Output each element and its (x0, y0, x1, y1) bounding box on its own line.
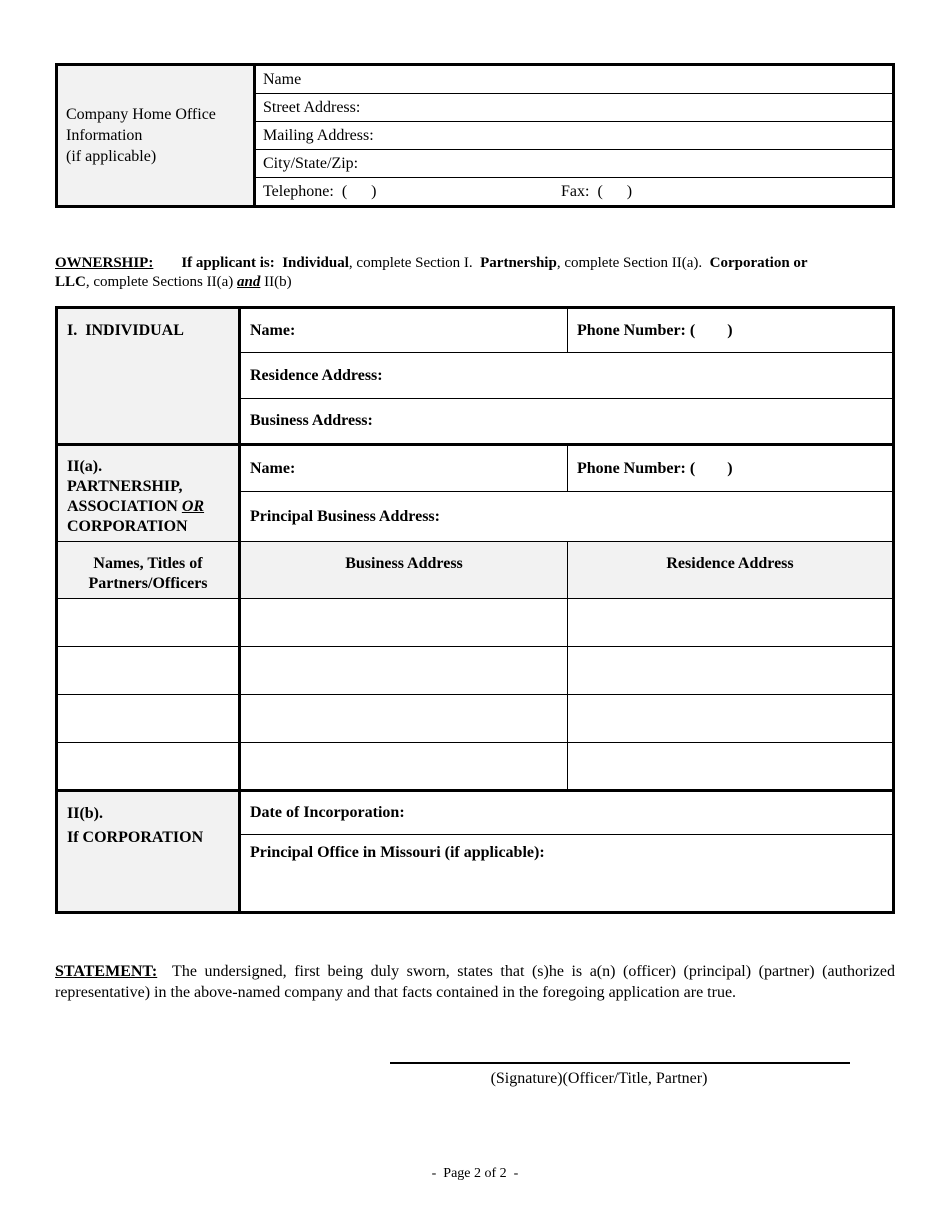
individual-phone-field[interactable]: Phone Number: ( ) (568, 308, 894, 353)
officer-residence-cell[interactable] (568, 647, 894, 695)
ownership-table (55, 306, 895, 914)
fax-label: Fax: ( ) (561, 182, 633, 200)
home-phone-fax-field[interactable] (255, 178, 894, 207)
officer-business-cell[interactable] (240, 695, 568, 743)
partnership-phone-field[interactable]: Phone Number: ( ) (568, 445, 894, 492)
telephone-label: Telephone: ( ) (263, 182, 377, 200)
officer-residence-cell[interactable] (568, 599, 894, 647)
signature-line[interactable] (390, 1062, 850, 1064)
officer-name-cell[interactable] (57, 599, 240, 647)
section-partnership-label: II(a). PARTNERSHIP, ASSOCIATION OR CORPORATION (57, 445, 240, 542)
officer-business-cell[interactable] (240, 743, 568, 791)
principal-business-address-field[interactable]: Principal Business Address: (240, 492, 894, 542)
individual-residence-field[interactable]: Residence Address: (240, 353, 894, 399)
officer-residence-cell[interactable] (568, 695, 894, 743)
officers-col-business-header: Business Address (240, 542, 568, 599)
ownership-instructions: OWNERSHIP: If applicant is: Individual, complete Section I. Partnership, complete Section II(a). Corporation or LLC, complete Sections II(a) and II(b) (55, 255, 808, 290)
home-mailing-field[interactable]: Mailing Address: (255, 122, 894, 150)
officer-business-cell[interactable] (240, 647, 568, 695)
statement-body: The undersigned, first being duly sworn, states that (s)he is a(n) (officer) (principal) (partner) (authorized representative) in the above-named company and that facts contained in the foregoing application are true. (55, 963, 895, 1001)
page-number: - Page 2 of 2 - (431, 1166, 519, 1181)
individual-business-field[interactable]: Business Address: (240, 399, 894, 445)
officer-name-cell[interactable] (57, 695, 240, 743)
date-of-incorporation-field[interactable]: Date of Incorporation: (240, 791, 894, 835)
home-office-table (55, 63, 895, 208)
section-individual-label: I. INDIVIDUAL (57, 308, 240, 445)
home-name-field[interactable]: Name (255, 65, 894, 94)
ownership-heading: OWNERSHIP: (55, 255, 154, 271)
officer-business-cell[interactable] (240, 599, 568, 647)
officer-residence-cell[interactable] (568, 743, 894, 791)
statement-paragraph (55, 961, 895, 1003)
home-city-field[interactable]: City/State/Zip: (255, 150, 894, 178)
individual-name-field[interactable]: Name: (240, 308, 568, 353)
signature-label: (Signature)(Officer/Title, Partner) (490, 1070, 708, 1087)
officer-name-cell[interactable] (57, 743, 240, 791)
principal-office-missouri-field[interactable]: Principal Office in Missouri (if applicable): (240, 835, 894, 913)
home-office-label: Company Home Office Information (if applicable) (57, 65, 255, 207)
statement-heading: STATEMENT: (55, 963, 158, 980)
officers-col-residence-header: Residence Address (568, 542, 894, 599)
home-street-field[interactable]: Street Address: (255, 94, 894, 122)
officers-col-names-header: Names, Titles of Partners/Officers (57, 542, 240, 599)
partnership-name-field[interactable]: Name: (240, 445, 568, 492)
officer-name-cell[interactable] (57, 647, 240, 695)
section-corporation-label: II(b). If CORPORATION (57, 791, 240, 913)
